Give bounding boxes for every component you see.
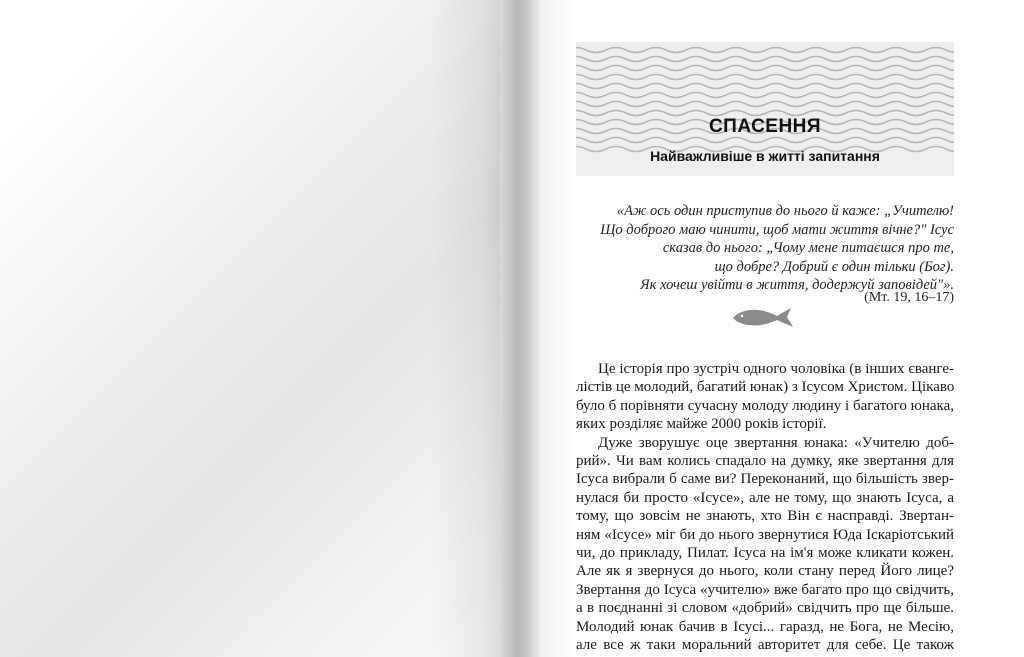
text-line: нулася би просто «Ісусе», але не тому, що знають Ісуса, а bbox=[576, 489, 954, 506]
text-line: було б порівняти сучасну молоду людину і багатого юнака, bbox=[576, 397, 954, 414]
fish-icon bbox=[731, 305, 797, 329]
epigraph-quote bbox=[590, 202, 954, 295]
text-line: Звертання до Ісуса «учителю» вже багато про що свідчить, bbox=[576, 581, 954, 598]
epigraph-line: сказав до нього: „Чому мене питаєшся про те, bbox=[662, 240, 954, 256]
text-line: рий». Чи вам колись спадало на думку, яке звертання для bbox=[576, 453, 954, 470]
wave-line bbox=[576, 84, 954, 89]
wave-line bbox=[576, 48, 954, 53]
epigraph-line: що добре? Добрий є один тільки (Бог). bbox=[714, 258, 954, 275]
text-line: ням «Ісусе» міг би до нього звернутися Юда Іскаріотський bbox=[576, 526, 954, 543]
epigraph-line: «Аж ось один приступив до нього й каже: „Учителю! bbox=[616, 203, 954, 219]
wave-line bbox=[576, 102, 954, 107]
chapter-title: СПАСЕННЯ bbox=[708, 116, 822, 137]
text-line: чи, до прикладу, Пилат. Ісуса на ім'я може кликати кожен. bbox=[576, 545, 954, 562]
text-line: Але як я звернуся до нього, коли стану перед Його лице? bbox=[576, 563, 954, 580]
epigraph-line: Як хочеш увійти в життя, додержуй заповідей"». bbox=[640, 277, 954, 293]
wave-line bbox=[576, 93, 954, 98]
wave-line bbox=[576, 111, 954, 116]
epigraph-line: Що доброго маю чинити, щоб мати життя вічне?" Ісус bbox=[600, 221, 954, 238]
text-line: але все ж таки моральний авторитет для себе. Це також bbox=[576, 637, 954, 654]
chapter-subtitle: Найважливіше в житті запитання bbox=[650, 148, 880, 164]
body-text bbox=[576, 360, 954, 655]
text-line: Ісуса вибрали б саме ви? Переконаний, що більшість звер- bbox=[576, 471, 954, 488]
wave-line bbox=[576, 66, 954, 71]
wave-line bbox=[576, 138, 954, 143]
text-line: а в поєднанні зі словом «добрий» свідчить про ще більше. bbox=[576, 600, 954, 617]
text-line: яких розділяє майже 2000 років історії. bbox=[576, 416, 827, 433]
wave-line bbox=[576, 57, 954, 62]
text-line: Це історія про зустріч одного чоловіка (в інших єванге- bbox=[598, 361, 954, 377]
text-line: лістів це молодий, багатий юнак) з Ісусом Христом. Цікаво bbox=[576, 379, 955, 396]
text-line: Дуже зворушує оце звертання юнака: «Учителю доб- bbox=[598, 434, 954, 451]
epigraph-reference: (Мт. 19, 16–17) bbox=[864, 290, 954, 305]
text-line: тому, що зовсім не знають, хто Він є насправді. Звертан- bbox=[576, 508, 954, 525]
wave-line bbox=[576, 75, 954, 80]
text-line: Молодий юнак бачив в Ісусі... гаразд, не Бога, не Месію, bbox=[576, 618, 954, 635]
